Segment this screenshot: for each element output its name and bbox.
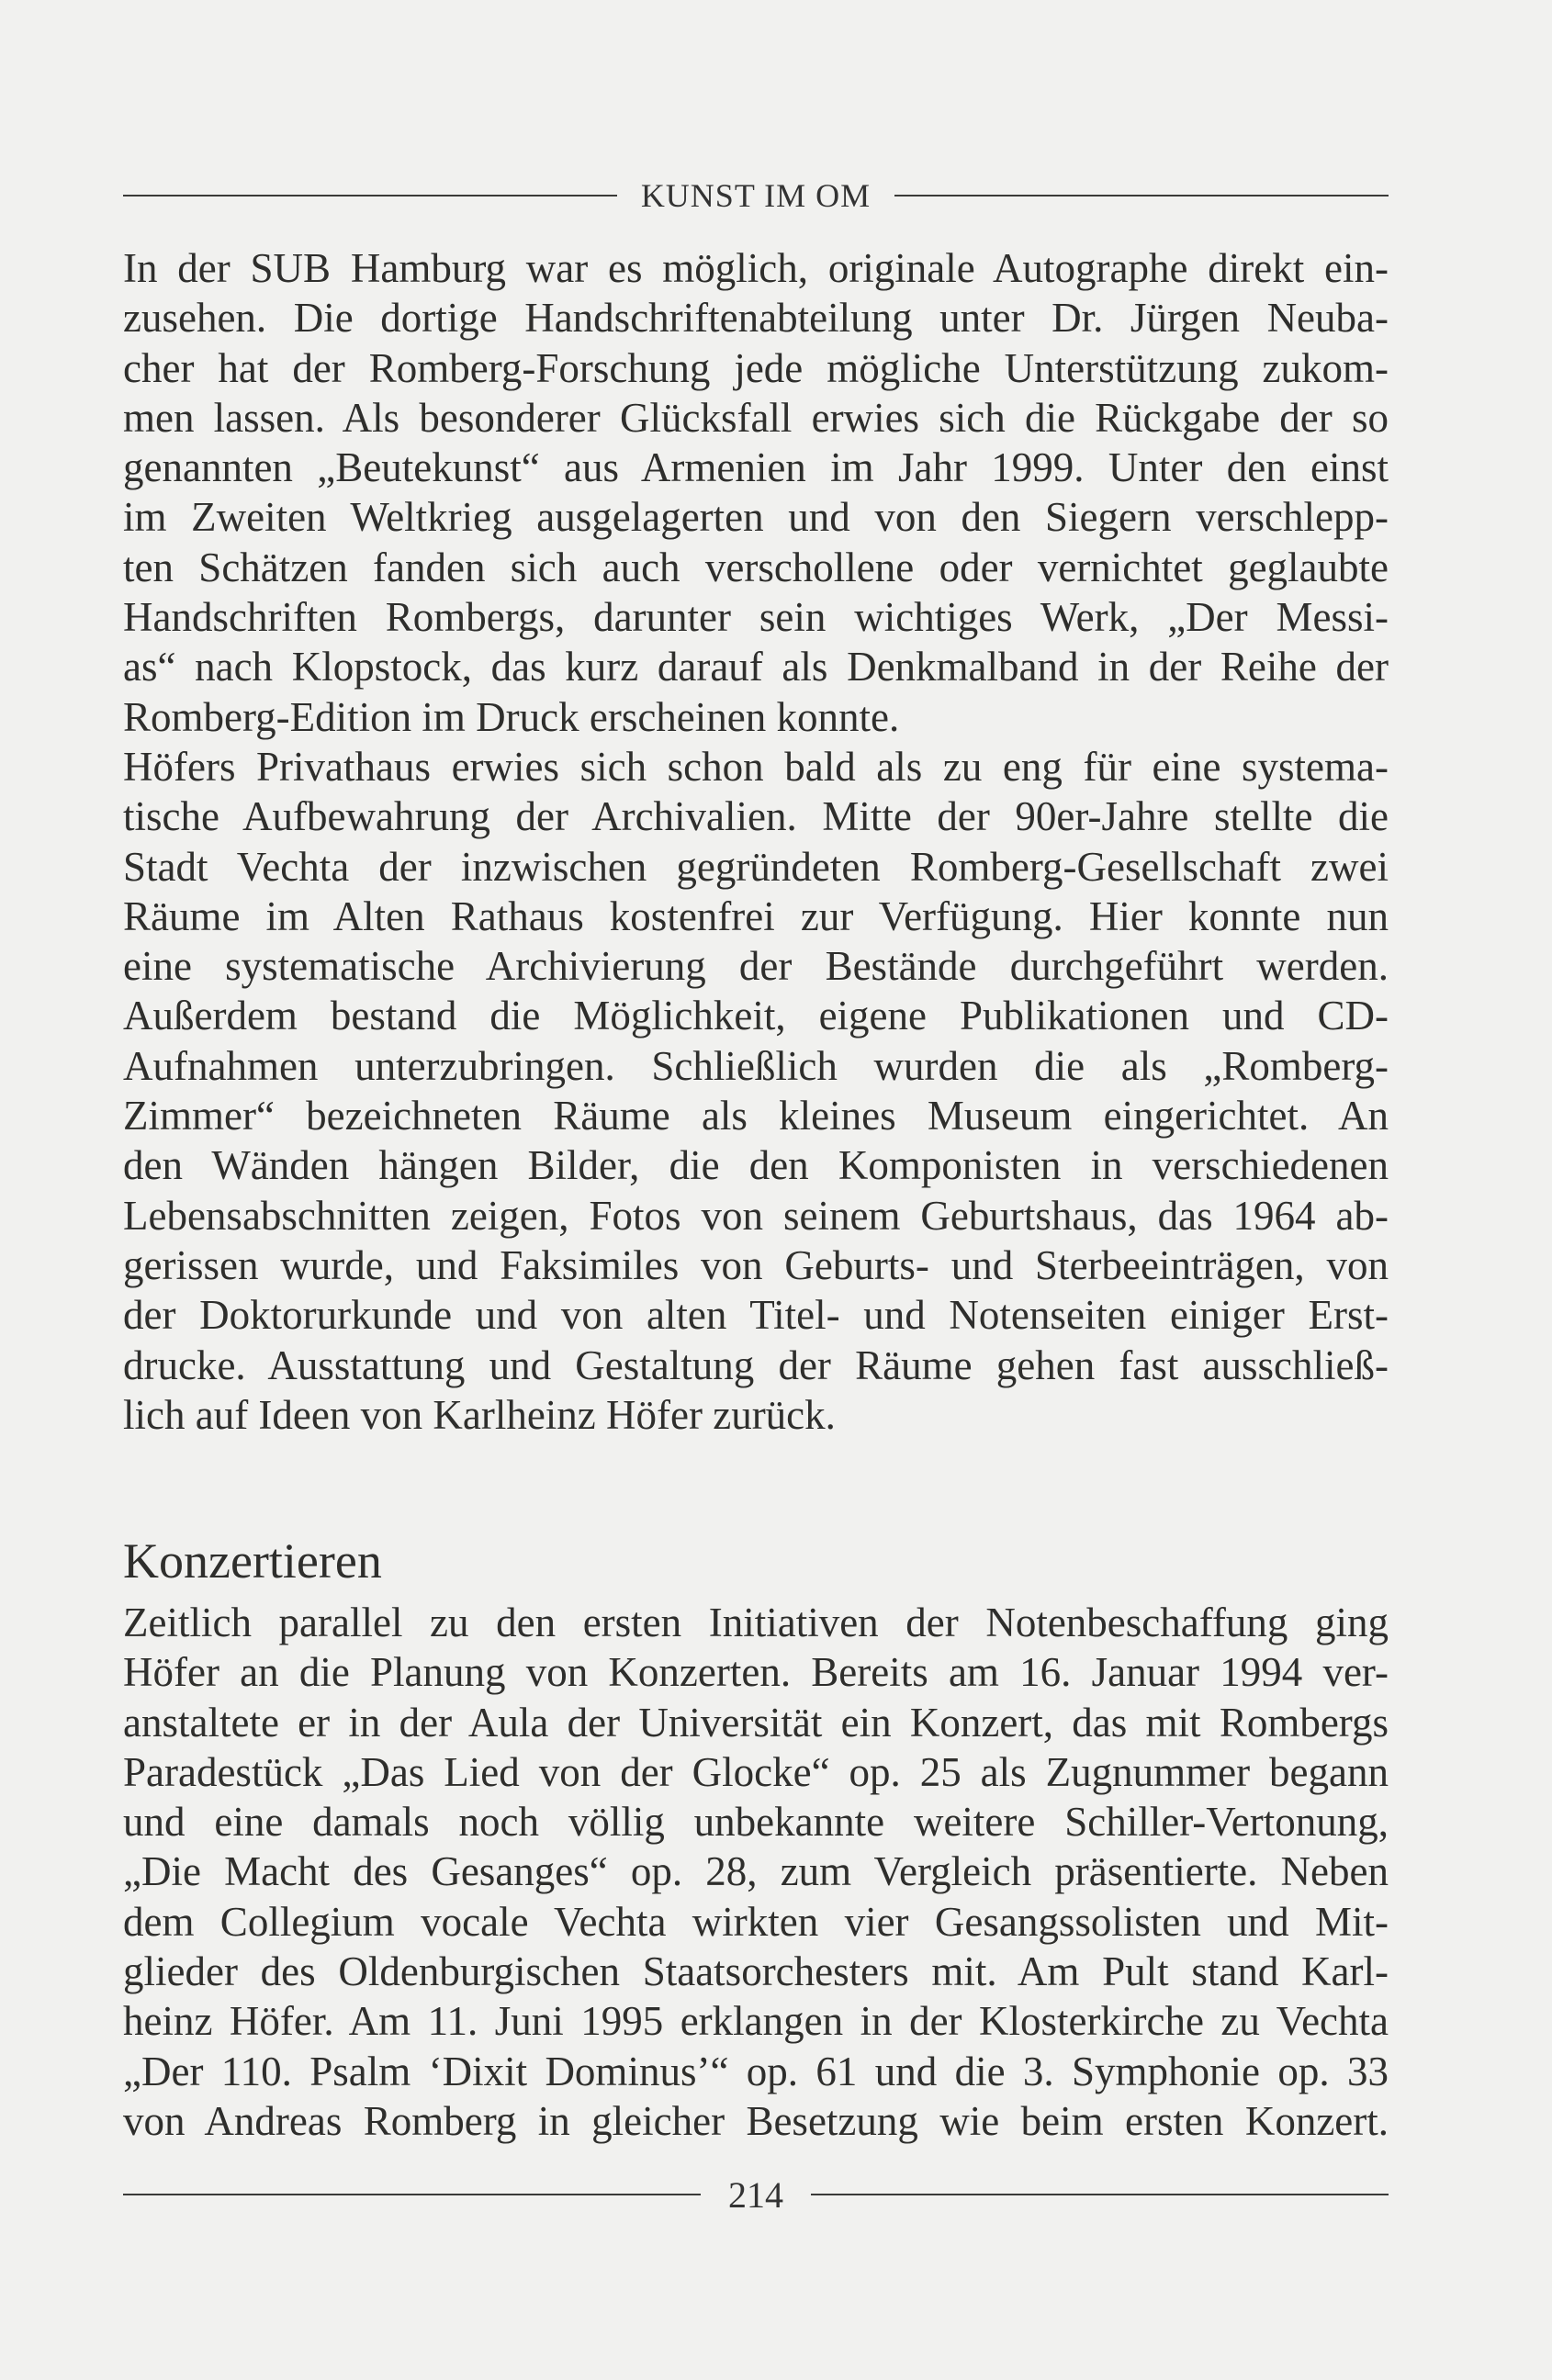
text-line: der Doktorurkunde und von alten Titel- und Notenseiten einiger Erst- xyxy=(123,1292,1389,1339)
header-rule-left xyxy=(123,195,617,196)
text-line: Zimmer“ bezeichneten Räume als kleines Museum eingerichtet. An xyxy=(123,1093,1389,1139)
text-line: von Andreas Romberg in gleicher Besetzung wie beim ersten Konzert. xyxy=(123,2097,1389,2144)
text-line: und eine damals noch völlig unbekannte weitere Schiller-Vertonung, xyxy=(123,1799,1389,1846)
text-line: Handschriften Rombergs, darunter sein wichtiges Werk, „Der Messi- xyxy=(123,594,1389,641)
footer-rule-left xyxy=(123,2194,701,2195)
text-line: eine systematische Archivierung der Bestände durchgeführt werden. xyxy=(123,943,1389,990)
header-rule-right xyxy=(894,195,1389,196)
footer-rule-right xyxy=(811,2194,1389,2195)
paragraph-sub-hamburg xyxy=(123,243,1389,742)
text-line: drucke. Ausstattung und Gestaltung der Räume gehen fast ausschließ- xyxy=(123,1342,1389,1388)
text-line: Zeitlich parallel zu den ersten Initiativen der Notenbeschaffung ging xyxy=(123,1600,1389,1645)
text-line: Aufnahmen unterzubringen. Schließlich wurden die als „Romberg- xyxy=(123,1042,1389,1089)
text-line: ten Schätzen fanden sich auch verschollene oder vernichtet geglaubte xyxy=(123,544,1389,590)
paragraph-konzertieren xyxy=(123,1598,1389,2146)
text-line: Höfer an die Planung von Konzerten. Bereits am 16. Januar 1994 ver- xyxy=(123,1649,1389,1696)
text-line: tische Aufbewahrung der Archivalien. Mitte der 90er-Jahre stellte die xyxy=(123,793,1389,840)
text-line: Außerdem bestand die Möglichkeit, eigene Publikationen und CD- xyxy=(123,993,1389,1039)
text-line: Stadt Vechta der inzwischen gegründeten Romberg-Gesellschaft zwei xyxy=(123,843,1389,890)
text-line: genannten „Beutekunst“ aus Armenien im Jahr 1999. Unter den einst xyxy=(123,444,1389,491)
text-line: anstaltete er in der Aula der Universität ein Konzert, das mit Rombergs xyxy=(123,1699,1389,1746)
text-line: lich auf Ideen von Karlheinz Höfer zurück. xyxy=(123,1391,836,1438)
text-line: glieder des Oldenburgischen Staatsorchesters mit. Am Pult stand Karl- xyxy=(123,1948,1389,1995)
text-line: as“ nach Klopstock, das kurz darauf als Denkmalband in der Reihe der xyxy=(123,644,1389,690)
text-line: zusehen. Die dortige Handschriftenabteilung unter Dr. Jürgen Neuba- xyxy=(123,295,1389,342)
text-line: heinz Höfer. Am 11. Juni 1995 erklangen in der Klosterkirche zu Vechta xyxy=(123,1998,1389,2045)
text-line: „Die Macht des Gesanges“ op. 28, zum Vergleich präsentierte. Neben xyxy=(123,1848,1389,1895)
text-line: Lebensabschnitten zeigen, Fotos von seinem Geburtshaus, das 1964 ab- xyxy=(123,1192,1389,1239)
paragraph-privathaus xyxy=(123,742,1389,1440)
text-line: Romberg-Edition im Druck erscheinen konnte. xyxy=(123,693,900,740)
text-line: Räume im Alten Rathaus kostenfrei zur Verfügung. Hier konnte nun xyxy=(123,892,1389,939)
text-line: dem Collegium vocale Vechta wirkten vier Gesangssolisten und Mit- xyxy=(123,1898,1389,1945)
text-line: In der SUB Hamburg war es möglich, originale Autographe direkt ein- xyxy=(123,245,1389,291)
text-line: Paradestück „Das Lied von der Glocke“ op. 25 als Zugnummer begann xyxy=(123,1748,1389,1795)
text-line: cher hat der Romberg-Forschung jede mögliche Unterstützung zukom- xyxy=(123,344,1389,391)
text-line: den Wänden hängen Bilder, die den Komponisten in verschiedenen xyxy=(123,1142,1389,1189)
text-line: Höfers Privathaus erwies sich schon bald als zu eng für eine systema- xyxy=(123,744,1389,790)
running-header xyxy=(123,168,1389,223)
page-footer xyxy=(123,2167,1389,2222)
text-line: gerissen wurde, und Faksimiles von Geburts- und Sterbeeinträgen, von xyxy=(123,1241,1389,1288)
text-line: im Zweiten Weltkrieg ausgelagerten und von den Siegern verschlepp- xyxy=(123,494,1389,541)
text-line: men lassen. Als besonderer Glücksfall erwies sich die Rückgabe der so xyxy=(123,394,1389,441)
text-line: „Der 110. Psalm ‘Dixit Dominus’“ op. 61 und die 3. Symphonie op. 33 xyxy=(123,2048,1389,2094)
page-number: 214 xyxy=(728,2173,783,2216)
section-heading: Konzertieren xyxy=(123,1533,382,1589)
running-title: KUNST IM OM xyxy=(640,177,872,214)
